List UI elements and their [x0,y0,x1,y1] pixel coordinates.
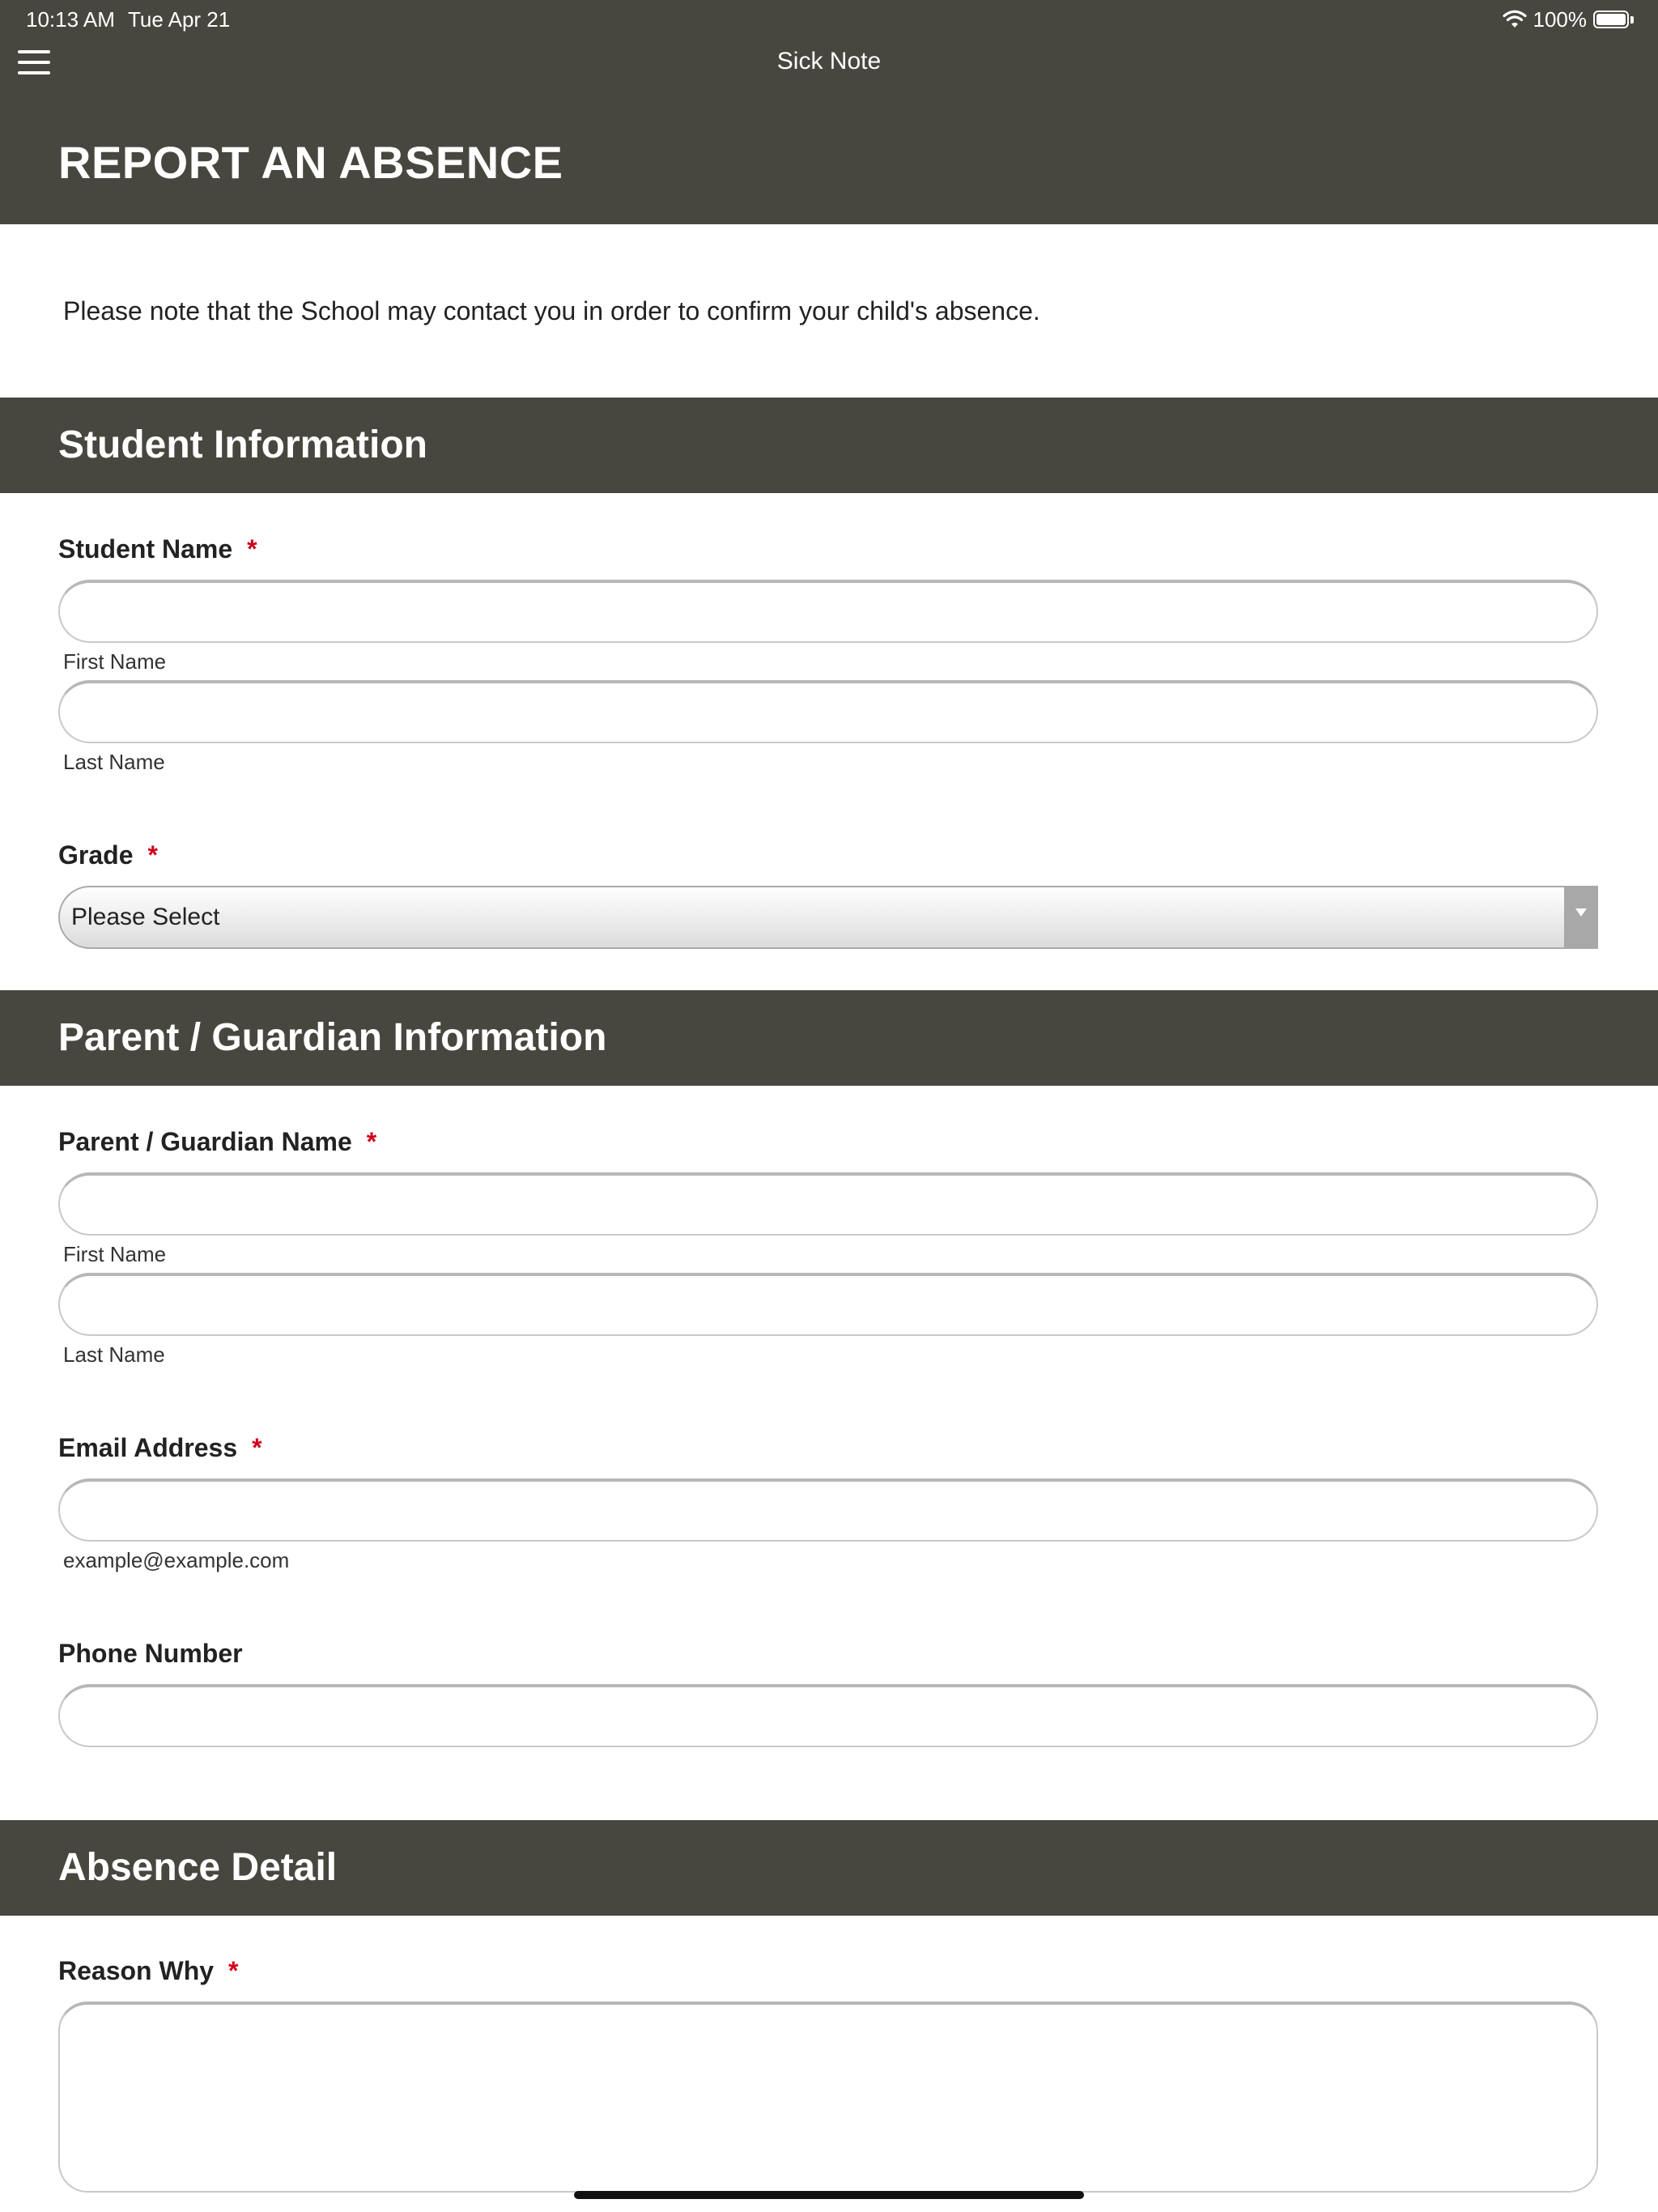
parent-last-name-sublabel: Last Name [63,1342,165,1367]
label-text: Student Name [58,534,233,564]
battery-icon [1593,11,1634,28]
email-address-label [58,1431,262,1464]
reason-why-textarea[interactable] [58,2001,1598,2193]
battery-percentage: 100% [1533,6,1587,32]
parent-first-name-input[interactable] [58,1172,1598,1236]
section-title: Parent / Guardian Information [58,1016,607,1059]
label-text: Reason Why [58,1956,215,1985]
label-text: Parent / Guardian Name [58,1127,352,1156]
absence-notice: Please note that the School may contact you in order to confirm your child's absence. [63,296,1040,325]
student-first-name-sublabel: First Name [63,649,167,674]
student-last-name-input[interactable] [58,680,1598,743]
parent-information-header [0,990,1658,1086]
required-marker: * [247,534,257,564]
phone-number-label [58,1637,243,1670]
wifi-icon [1503,10,1527,29]
chevron-down-icon [1575,908,1587,917]
label-text: Email Address [58,1433,238,1462]
required-marker: * [147,840,158,870]
absence-detail-header [0,1820,1658,1916]
email-input[interactable] [58,1478,1598,1542]
parent-name-label [58,1125,376,1158]
section-title: Absence Detail [58,1846,338,1889]
status-indicators [1503,6,1635,32]
student-last-name-sublabel: Last Name [63,750,165,774]
reason-why-label [58,1955,238,1987]
grade-select[interactable] [58,886,1598,949]
app-title: Sick Note [776,48,882,74]
required-marker: * [252,1433,262,1462]
page-title: REPORT AN ABSENCE [58,137,563,188]
status-date: Tue Apr 21 [128,7,231,32]
home-indicator[interactable] [574,2191,1084,2199]
app-header [0,0,1658,224]
required-marker: * [228,1956,239,1985]
required-marker: * [366,1127,377,1156]
status-time: 10:13 AM [26,7,115,32]
select-arrow-button[interactable] [1564,886,1598,949]
grade-selected-value: Please Select [71,904,220,930]
student-first-name-input[interactable] [58,580,1598,643]
label-text: Phone Number [58,1639,243,1668]
email-example-sublabel: example@example.com [63,1548,290,1572]
parent-first-name-sublabel: First Name [63,1242,167,1266]
parent-last-name-input[interactable] [58,1273,1598,1336]
student-information-header [0,398,1658,493]
grade-label [58,839,158,871]
phone-input[interactable] [58,1684,1598,1747]
student-name-label [58,533,257,565]
section-title: Student Information [58,423,427,466]
label-text: Grade [58,840,134,870]
